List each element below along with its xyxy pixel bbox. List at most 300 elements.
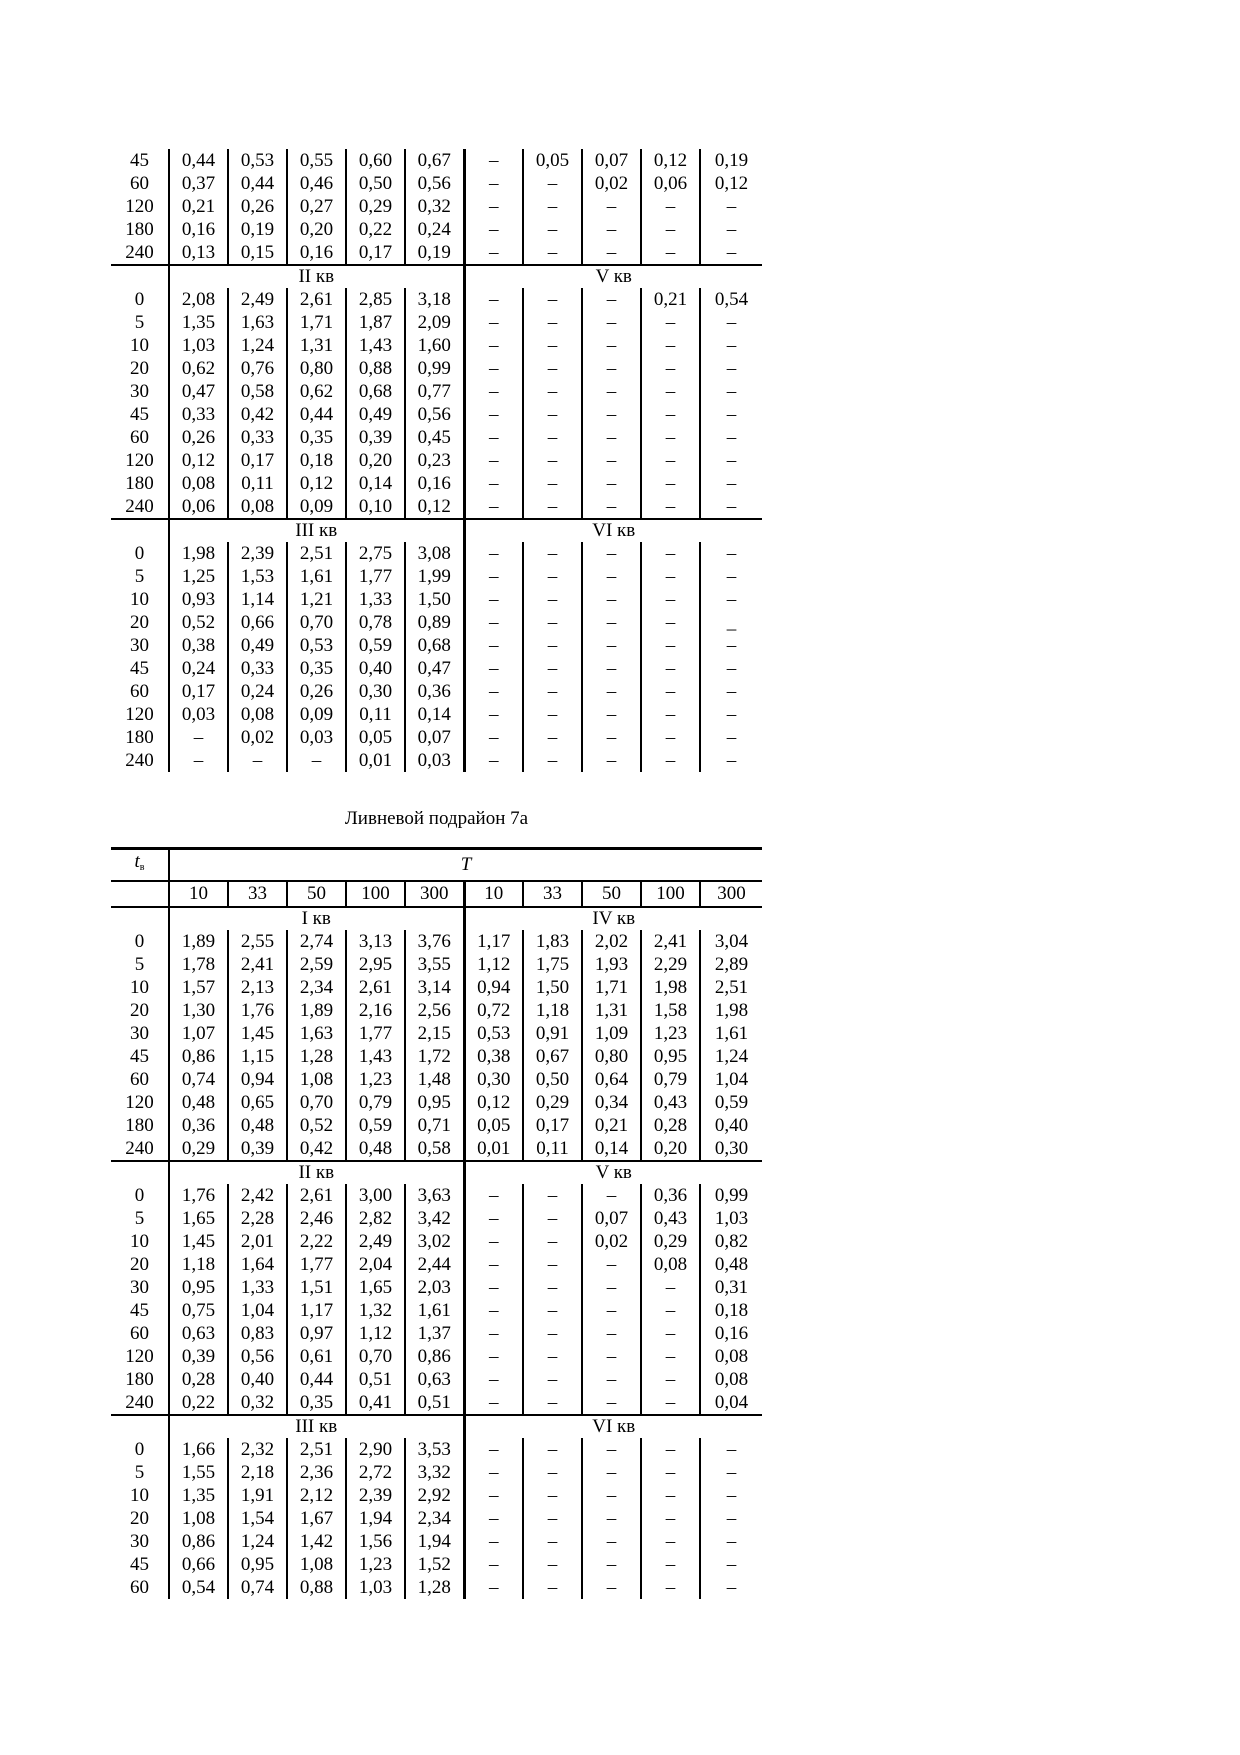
value-cell: 0,99	[700, 1184, 762, 1207]
duration-cell: 0	[134, 289, 145, 310]
value-cell: 1,52	[405, 1553, 464, 1576]
value-cell: –	[464, 449, 523, 472]
value-cell: 0,66	[169, 1553, 228, 1576]
return-period-cell: 33	[523, 881, 582, 907]
value-cell: –	[641, 634, 700, 657]
duration-cell: 5	[134, 1208, 145, 1229]
value-cell: –	[582, 1276, 641, 1299]
T-header: T	[169, 849, 762, 882]
value-cell: 0,60	[346, 149, 405, 172]
value-cell: 1,63	[287, 1022, 346, 1045]
table-row	[111, 241, 762, 265]
value-cell: –	[464, 1230, 523, 1253]
value-cell: 0,49	[228, 634, 287, 657]
value-cell: 0,97	[287, 1322, 346, 1345]
value-cell: –	[641, 195, 700, 218]
duration-cell: 240	[125, 750, 154, 771]
value-cell: 2,39	[228, 542, 287, 565]
duration-cell: 10	[130, 1231, 149, 1252]
value-cell: 0,48	[169, 1091, 228, 1114]
value-cell: 0,21	[169, 195, 228, 218]
value-cell: 2,22	[287, 1230, 346, 1253]
value-cell: 2,55	[228, 930, 287, 953]
value-cell: 0,65	[228, 1091, 287, 1114]
return-period-cell: 300	[405, 881, 464, 907]
value-cell: 0,89	[405, 611, 464, 634]
table-row	[111, 288, 762, 311]
value-cell: –	[700, 657, 762, 680]
duration-cell: 120	[125, 450, 154, 471]
value-cell: –	[464, 426, 523, 449]
value-cell: 1,51	[287, 1276, 346, 1299]
value-cell: –	[523, 588, 582, 611]
value-cell: 0,07	[405, 726, 464, 749]
value-cell: 0,88	[287, 1576, 346, 1599]
value-cell: 0,88	[346, 357, 405, 380]
value-cell: 0,24	[405, 218, 464, 241]
value-cell: 1,50	[405, 588, 464, 611]
value-cell: 0,29	[346, 195, 405, 218]
quarter-header-row	[111, 519, 762, 542]
quarter-label-right: VI кв	[464, 1415, 762, 1438]
duration-cell: 180	[125, 473, 154, 494]
value-cell: –	[582, 288, 641, 311]
value-cell: 0,50	[523, 1068, 582, 1091]
value-cell: –	[582, 449, 641, 472]
value-cell: 1,78	[169, 953, 228, 976]
value-cell: 1,23	[346, 1553, 405, 1576]
duration-cell: 5	[134, 1462, 145, 1483]
value-cell: –	[464, 288, 523, 311]
return-period-cell: 50	[287, 881, 346, 907]
value-cell: –	[641, 565, 700, 588]
value-cell: 0,09	[287, 703, 346, 726]
value-cell: 0,30	[346, 680, 405, 703]
value-cell: 0,40	[700, 1114, 762, 1137]
value-cell: 2,04	[346, 1253, 405, 1276]
value-cell: –	[641, 1576, 700, 1599]
value-cell: –	[700, 542, 762, 565]
value-cell: 0,32	[228, 1391, 287, 1415]
value-cell: 0,33	[228, 657, 287, 680]
quarter-label-right: IV кв	[464, 907, 762, 930]
value-cell: –	[641, 588, 700, 611]
value-cell: –	[641, 657, 700, 680]
value-cell: –	[523, 426, 582, 449]
value-cell: –	[700, 241, 762, 265]
value-cell: –	[464, 657, 523, 680]
value-cell: 0,36	[169, 1114, 228, 1137]
value-cell: 0,36	[641, 1184, 700, 1207]
value-cell: 0,20	[346, 449, 405, 472]
value-cell: 3,13	[346, 930, 405, 953]
value-cell: 1,23	[346, 1068, 405, 1091]
value-cell: –	[700, 588, 762, 611]
value-cell: 3,76	[405, 930, 464, 953]
value-cell: –	[700, 403, 762, 426]
blank-cell	[111, 881, 169, 907]
value-cell: –	[582, 334, 641, 357]
value-cell: –	[464, 1345, 523, 1368]
value-cell: 2,08	[169, 288, 228, 311]
value-cell: –	[641, 403, 700, 426]
t-header-main: t	[134, 851, 140, 872]
table-row	[111, 403, 762, 426]
table-row	[111, 149, 762, 172]
header-row	[111, 849, 762, 882]
value-cell: –	[700, 380, 762, 403]
table-row	[111, 1091, 762, 1114]
value-cell: 0,08	[169, 472, 228, 495]
value-cell: 1,23	[641, 1022, 700, 1045]
value-cell: –	[464, 726, 523, 749]
value-cell: 0,12	[287, 472, 346, 495]
value-cell: –	[523, 495, 582, 519]
value-cell: 0,01	[464, 1137, 523, 1161]
value-cell: –	[582, 657, 641, 680]
table-row	[111, 426, 762, 449]
value-cell: 0,19	[228, 218, 287, 241]
value-cell: 0,11	[523, 1137, 582, 1161]
value-cell: 0,08	[228, 703, 287, 726]
duration-cell: 0	[134, 931, 145, 952]
value-cell: 2,51	[700, 976, 762, 999]
value-cell: 0,64	[582, 1068, 641, 1091]
t-header	[111, 849, 169, 882]
value-cell: –	[641, 542, 700, 565]
value-cell: –	[641, 1507, 700, 1530]
table-row	[111, 172, 762, 195]
return-period-cell: 50	[582, 881, 641, 907]
value-cell: 2,12	[287, 1484, 346, 1507]
value-cell: 0,18	[700, 1299, 762, 1322]
duration-cell: 30	[130, 635, 149, 656]
value-cell: 2,49	[346, 1230, 405, 1253]
value-cell: –	[700, 195, 762, 218]
value-cell: –	[700, 726, 762, 749]
value-cell: 1,15	[228, 1045, 287, 1068]
value-cell: 0,49	[346, 403, 405, 426]
value-cell: –	[582, 542, 641, 565]
value-cell: –	[464, 1507, 523, 1530]
duration-cell: 60	[130, 173, 149, 194]
value-cell: 0,52	[287, 1114, 346, 1137]
value-cell: –	[582, 403, 641, 426]
value-cell: 0,12	[405, 495, 464, 519]
table-row	[111, 1576, 762, 1599]
value-cell: –	[582, 1184, 641, 1207]
value-cell: 1,54	[228, 1507, 287, 1530]
value-cell: –	[582, 380, 641, 403]
value-cell: 0,56	[405, 172, 464, 195]
value-cell: 2,18	[228, 1461, 287, 1484]
quarter-label-left: III кв	[169, 519, 464, 542]
table-row	[111, 1345, 762, 1368]
value-cell: 1,24	[228, 1530, 287, 1553]
value-cell: 0,12	[641, 149, 700, 172]
value-cell: 0,56	[405, 403, 464, 426]
value-cell: –	[582, 1253, 641, 1276]
value-cell: 0,48	[346, 1137, 405, 1161]
value-cell: –	[700, 311, 762, 334]
value-cell: –	[464, 1438, 523, 1461]
return-period-cell: 100	[346, 881, 405, 907]
value-cell: 0,38	[169, 634, 228, 657]
value-cell: 3,02	[405, 1230, 464, 1253]
value-cell: –	[582, 218, 641, 241]
table1-body	[111, 149, 762, 772]
table-row	[111, 1507, 762, 1530]
value-cell: –	[523, 1461, 582, 1484]
value-cell: 0,05	[523, 149, 582, 172]
value-cell: –	[641, 380, 700, 403]
value-cell: –	[523, 472, 582, 495]
value-cell: 0,22	[346, 218, 405, 241]
value-cell: 0,63	[405, 1368, 464, 1391]
value-cell: 1,94	[346, 1507, 405, 1530]
value-cell: 0,74	[169, 1068, 228, 1091]
value-cell: –	[582, 426, 641, 449]
value-cell: 0,86	[169, 1530, 228, 1553]
value-cell: –	[523, 1530, 582, 1553]
table-row	[111, 495, 762, 519]
value-cell: 0,35	[287, 426, 346, 449]
table-caption: Ливневой подрайон 7а	[344, 808, 529, 829]
value-cell: 0,12	[464, 1091, 523, 1114]
value-cell: 0,51	[346, 1368, 405, 1391]
value-cell: 0,61	[287, 1345, 346, 1368]
value-cell: –	[582, 1461, 641, 1484]
value-cell: 0,67	[523, 1045, 582, 1068]
value-cell: –	[700, 218, 762, 241]
value-cell: –	[582, 472, 641, 495]
value-cell: –	[523, 1553, 582, 1576]
value-cell: 0,48	[700, 1253, 762, 1276]
value-cell: 1,24	[700, 1045, 762, 1068]
value-cell: –	[700, 449, 762, 472]
value-cell: 0,33	[228, 426, 287, 449]
value-cell: 2,82	[346, 1207, 405, 1230]
value-cell: 0,02	[228, 726, 287, 749]
value-cell: 0,53	[228, 149, 287, 172]
value-cell: 1,42	[287, 1530, 346, 1553]
value-cell: 2,28	[228, 1207, 287, 1230]
duration-cell: 240	[111, 241, 169, 265]
value-cell: –	[641, 680, 700, 703]
value-cell: 0,14	[582, 1137, 641, 1161]
duration-cell: 180	[125, 219, 154, 240]
value-cell: –	[523, 726, 582, 749]
duration-cell: 120	[125, 196, 154, 217]
value-cell: 0,17	[169, 680, 228, 703]
value-cell: –	[641, 1438, 700, 1461]
blank-cell	[111, 265, 169, 288]
table-row	[111, 1530, 762, 1553]
table-row	[111, 1299, 762, 1322]
value-cell: 3,42	[405, 1207, 464, 1230]
value-cell: 2,34	[405, 1507, 464, 1530]
duration-cell: 45	[130, 1046, 149, 1067]
value-cell: 0,28	[169, 1368, 228, 1391]
blank-cell	[111, 1161, 169, 1184]
table-row	[111, 1438, 762, 1461]
value-cell: 0,70	[287, 1091, 346, 1114]
duration-cell: 45	[130, 1554, 149, 1575]
value-cell: –	[464, 588, 523, 611]
value-cell: 1,77	[346, 565, 405, 588]
value-cell: 0,86	[169, 1045, 228, 1068]
value-cell: –	[641, 1322, 700, 1345]
value-cell: 0,02	[582, 172, 641, 195]
value-cell: 0,20	[641, 1137, 700, 1161]
value-cell: 0,03	[169, 703, 228, 726]
table-row	[111, 1045, 762, 1068]
value-cell: 2,16	[346, 999, 405, 1022]
value-cell: 1,65	[169, 1207, 228, 1230]
value-cell: –	[582, 1299, 641, 1322]
value-cell: –	[582, 357, 641, 380]
quarter-label-left: II кв	[169, 265, 464, 288]
value-cell: –	[523, 565, 582, 588]
value-cell: –	[641, 1391, 700, 1415]
value-cell: 1,31	[582, 999, 641, 1022]
value-cell: 0,43	[641, 1207, 700, 1230]
value-cell: –	[582, 311, 641, 334]
value-cell: –	[641, 218, 700, 241]
value-cell: 0,86	[405, 1345, 464, 1368]
value-cell: 0,16	[700, 1322, 762, 1345]
table-row	[111, 195, 762, 218]
value-cell: –	[582, 1368, 641, 1391]
value-cell: 0,95	[169, 1276, 228, 1299]
table-row	[111, 1391, 762, 1415]
value-cell: 1,17	[464, 930, 523, 953]
value-cell: –	[464, 1368, 523, 1391]
value-cell: 0,58	[228, 380, 287, 403]
table-row	[111, 542, 762, 565]
value-cell: 3,08	[405, 542, 464, 565]
value-cell: 0,94	[228, 1068, 287, 1091]
value-cell: –	[464, 195, 523, 218]
value-cell: –	[464, 495, 523, 519]
value-cell: –	[582, 565, 641, 588]
value-cell: –	[287, 749, 346, 772]
table-row	[111, 588, 762, 611]
value-cell: –	[523, 1484, 582, 1507]
table-row	[111, 953, 762, 976]
table2-body	[111, 907, 762, 1599]
value-cell: –	[641, 357, 700, 380]
value-cell: –	[582, 1576, 641, 1599]
table-row	[111, 703, 762, 726]
value-cell: –	[464, 1461, 523, 1484]
duration-cell: 5	[134, 312, 145, 333]
value-cell: 0,02	[582, 1230, 641, 1253]
table-row	[111, 1553, 762, 1576]
value-cell: 0,74	[228, 1576, 287, 1599]
value-cell: 0,35	[287, 1391, 346, 1415]
value-cell: –	[523, 680, 582, 703]
value-cell: 0,30	[464, 1068, 523, 1091]
period-row	[111, 881, 762, 907]
duration-cell: 180	[125, 1369, 154, 1390]
value-cell: 0,94	[464, 976, 523, 999]
value-cell: 1,76	[228, 999, 287, 1022]
duration-cell: 60	[130, 1323, 149, 1344]
value-cell: 0,54	[169, 1576, 228, 1599]
value-cell: –	[641, 1484, 700, 1507]
value-cell: –	[641, 1276, 700, 1299]
value-cell: 1,43	[346, 334, 405, 357]
table-row	[111, 634, 762, 657]
duration-cell: 0	[134, 543, 145, 564]
duration-cell: 240	[111, 495, 169, 519]
value-cell: –	[641, 726, 700, 749]
value-cell: 1,77	[346, 1022, 405, 1045]
duration-cell: 120	[125, 704, 154, 725]
value-cell: 0,62	[287, 380, 346, 403]
duration-cell: 60	[130, 427, 149, 448]
value-cell: 1,61	[405, 1299, 464, 1322]
value-cell: 1,71	[582, 976, 641, 999]
value-cell: 0,79	[641, 1068, 700, 1091]
value-cell: 2,42	[228, 1184, 287, 1207]
duration-cell: 5	[134, 566, 145, 587]
value-cell: 0,75	[169, 1299, 228, 1322]
value-cell: –	[700, 1461, 762, 1484]
value-cell: 0,44	[287, 403, 346, 426]
value-cell: –	[582, 634, 641, 657]
value-cell: –	[582, 749, 641, 772]
value-cell: –	[641, 1345, 700, 1368]
value-cell: 0,05	[464, 1114, 523, 1137]
duration-cell: 240	[111, 1391, 169, 1415]
value-cell: 2,41	[641, 930, 700, 953]
table-row	[111, 1322, 762, 1345]
value-cell: 1,75	[523, 953, 582, 976]
value-cell: 1,35	[169, 311, 228, 334]
value-cell: 0,62	[169, 357, 228, 380]
value-cell: 1,66	[169, 1438, 228, 1461]
value-cell: 0,70	[346, 1345, 405, 1368]
value-cell: –	[582, 1507, 641, 1530]
table-row	[111, 611, 762, 634]
value-cell: –	[700, 1553, 762, 1576]
value-cell: 0,26	[287, 680, 346, 703]
value-cell: –	[582, 1530, 641, 1553]
value-cell: 1,48	[405, 1068, 464, 1091]
value-cell: 2,59	[287, 953, 346, 976]
value-cell: 1,12	[464, 953, 523, 976]
value-cell: 2,46	[287, 1207, 346, 1230]
value-cell: –	[523, 703, 582, 726]
value-cell: 0,16	[287, 241, 346, 265]
table-row	[111, 680, 762, 703]
value-cell: –	[700, 334, 762, 357]
value-cell: 0,11	[346, 703, 405, 726]
value-cell: 0,34	[582, 1091, 641, 1114]
value-cell: 0,77	[405, 380, 464, 403]
value-cell: –	[523, 542, 582, 565]
value-cell: –	[464, 241, 523, 265]
quarter-label-left: I кв	[169, 907, 464, 930]
value-cell: –	[523, 1276, 582, 1299]
value-cell: 0,46	[287, 172, 346, 195]
quarter-header-row	[111, 265, 762, 288]
quarter-header-row	[111, 907, 762, 930]
value-cell: –	[700, 749, 762, 772]
value-cell: 0,53	[287, 634, 346, 657]
